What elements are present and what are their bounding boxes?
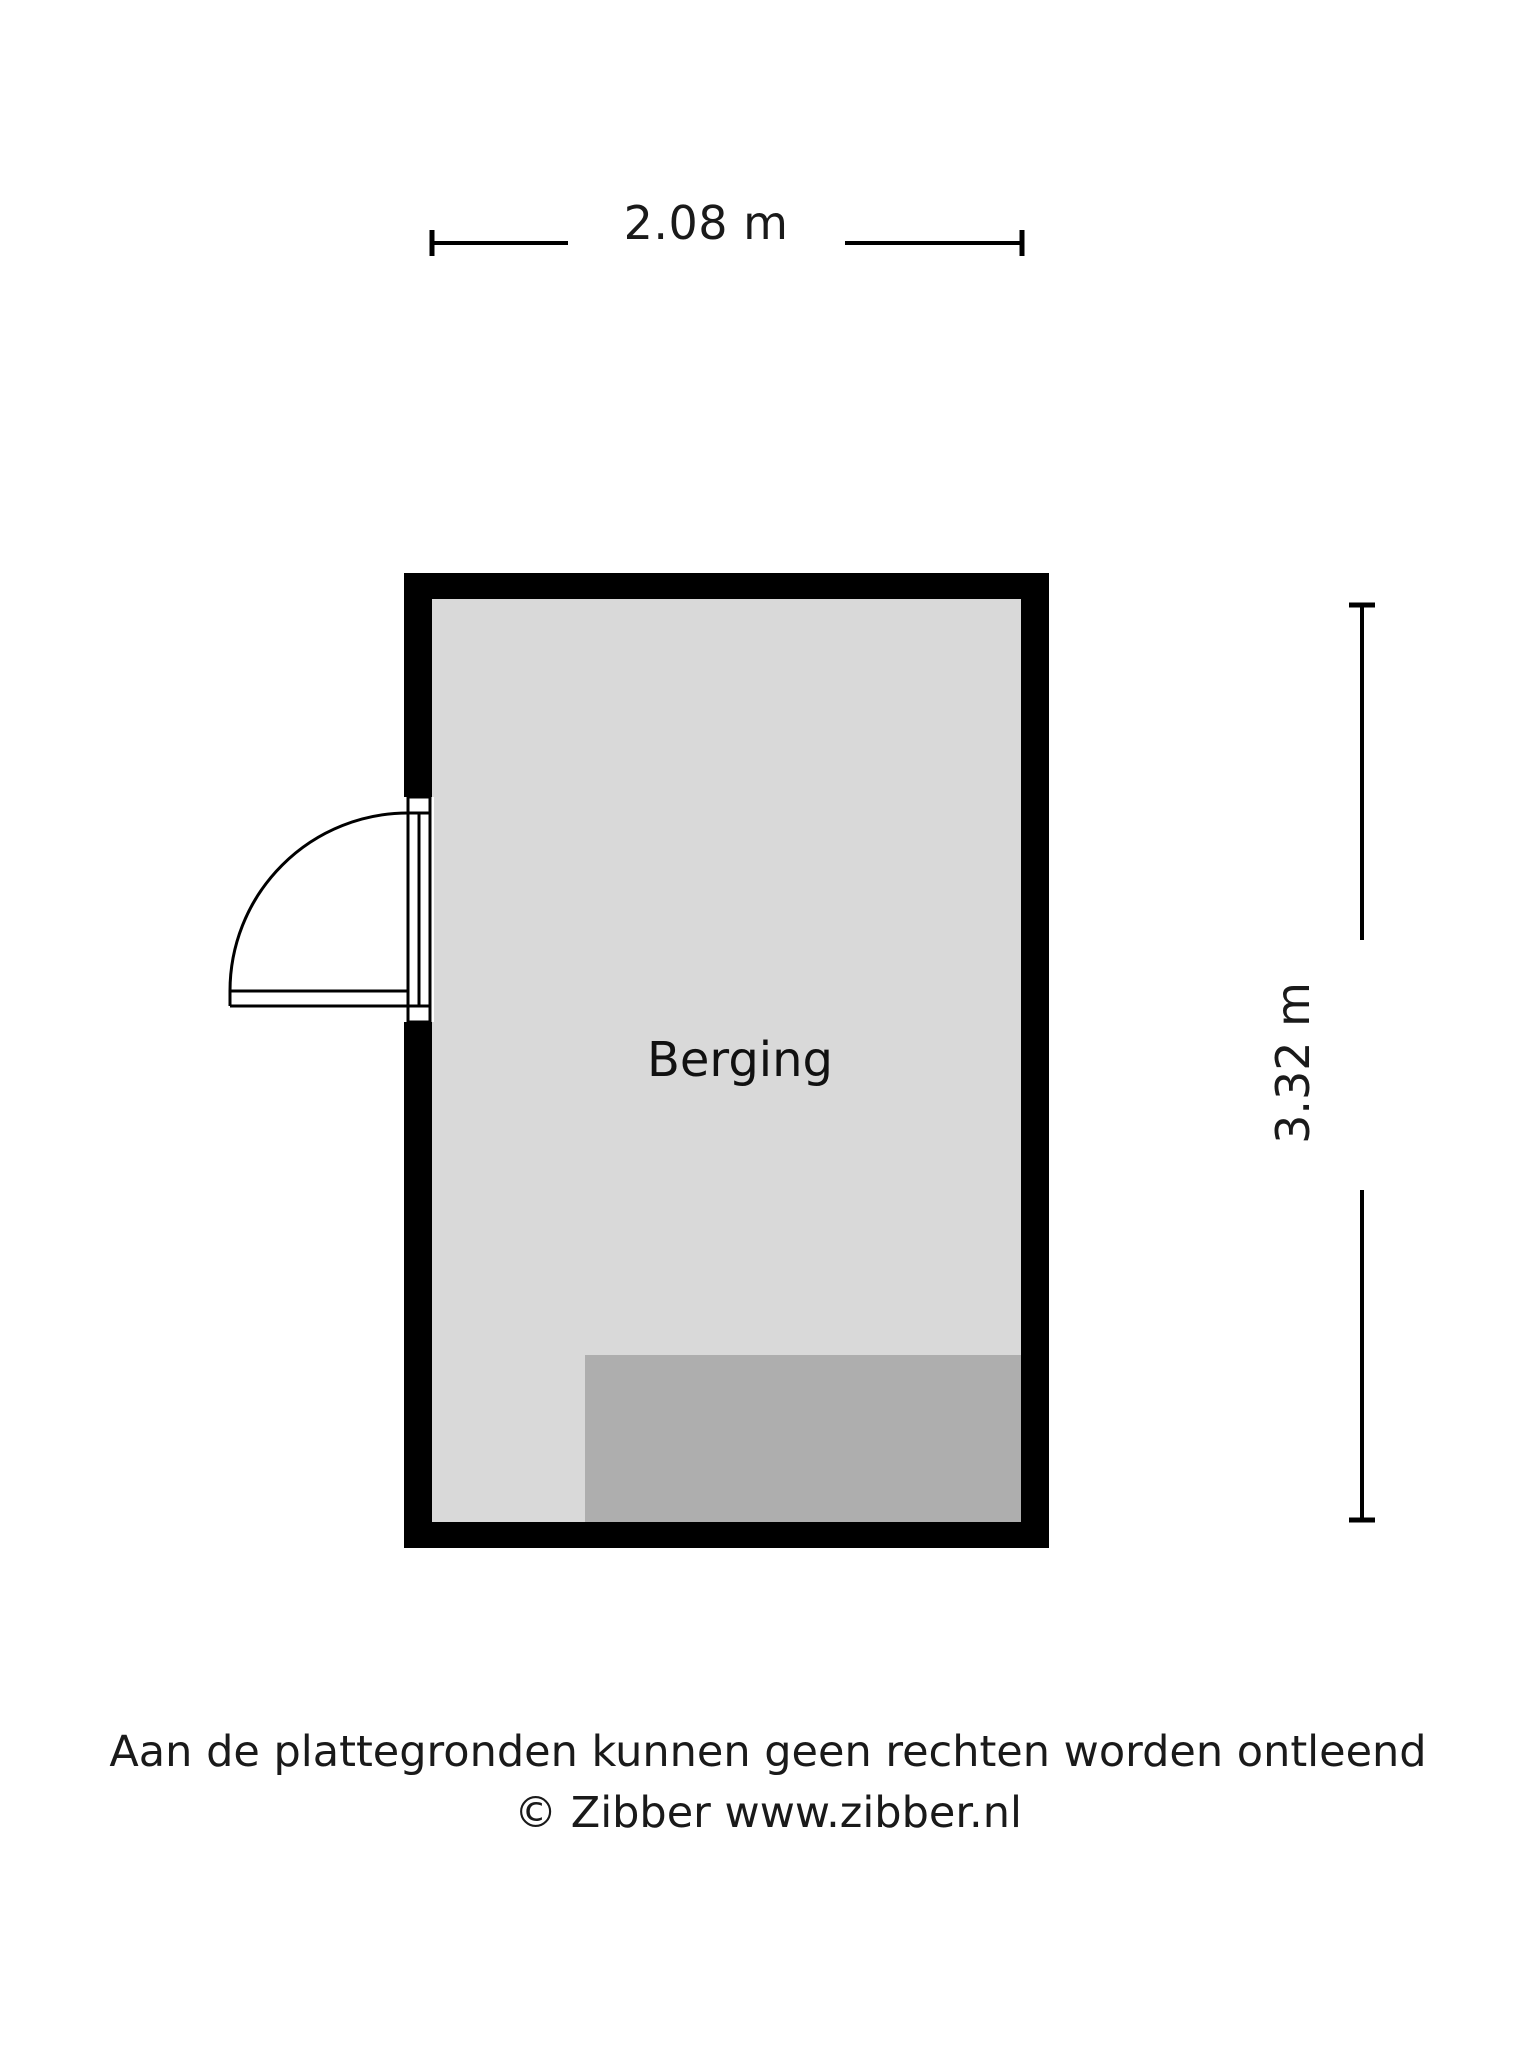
- height-dimension-label: 3.32 m: [1266, 982, 1320, 1144]
- width-dimension-label: 2.08 m: [623, 196, 789, 250]
- room-name-label: Berging: [646, 1032, 834, 1088]
- door-leaf: [408, 797, 430, 1022]
- floor-shadow-region: [585, 1355, 1021, 1522]
- right-dimension-line: [1349, 605, 1375, 1520]
- door-swing-arc: [230, 813, 408, 1006]
- footer-disclaimer: Aan de plattegronden kunnen geen rechten worden ontleend: [109, 1727, 1427, 1777]
- footer: [0, 1722, 1536, 1844]
- footer-credit: © Zibber www.zibber.nl: [514, 1788, 1022, 1839]
